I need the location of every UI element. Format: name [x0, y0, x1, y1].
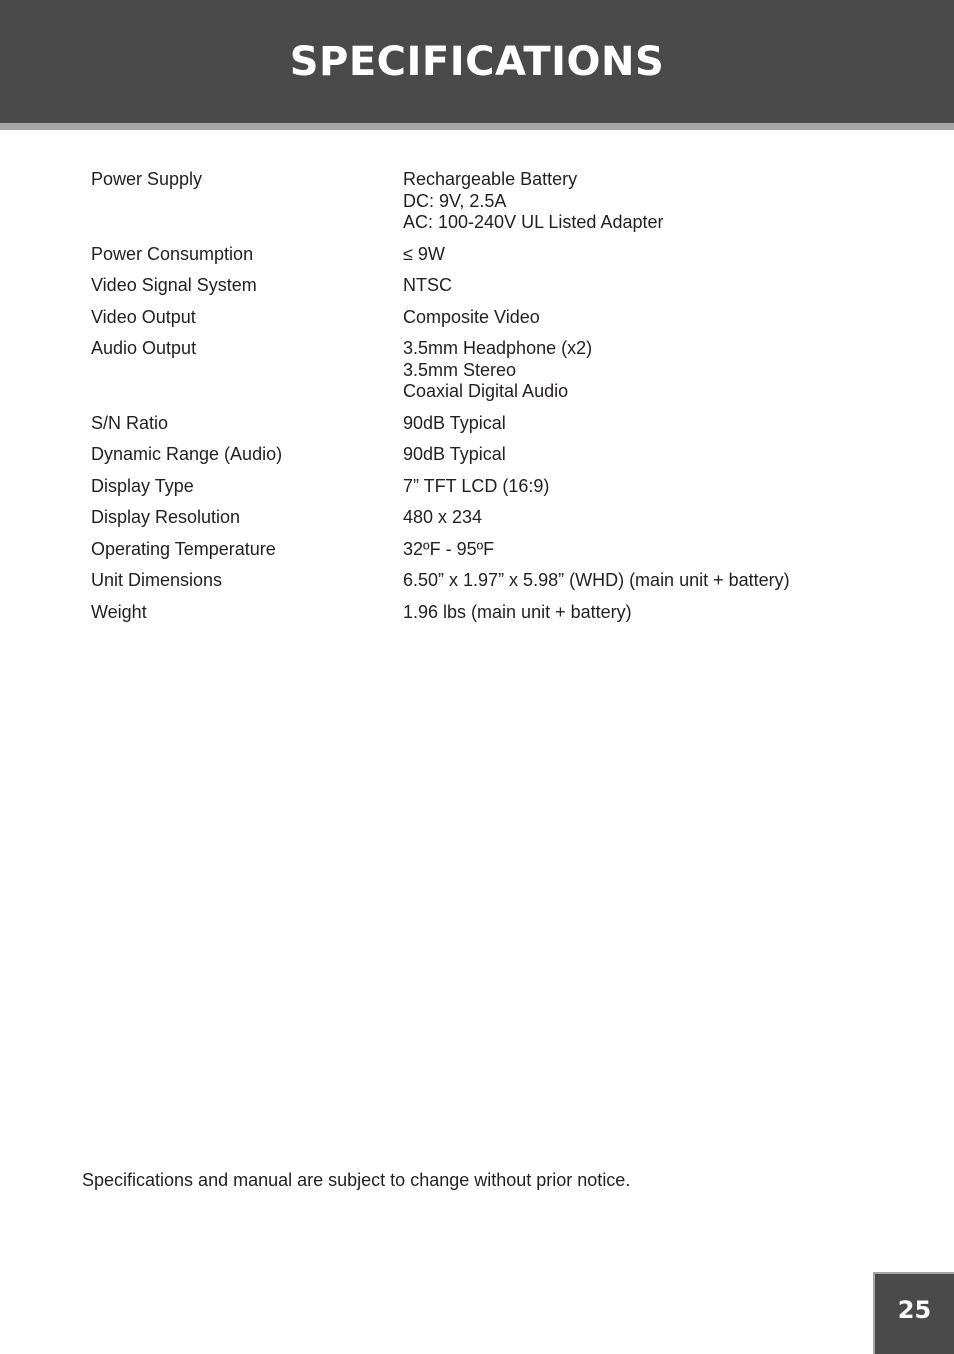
spec-value: NTSC — [403, 275, 452, 295]
spec-values — [403, 169, 891, 234]
spec-value: 1.96 lbs (main unit + battery) — [403, 601, 632, 622]
spec-label: Video Signal System — [91, 275, 257, 295]
spec-values — [403, 244, 891, 266]
spec-label: Display Type — [91, 475, 194, 496]
spec-value: 90dB Typical — [403, 412, 506, 433]
spec-row — [91, 570, 891, 592]
spec-value: 6.50” x 1.97” x 5.98” (WHD) (main unit + battery) — [403, 570, 790, 590]
header-divider — [0, 123, 954, 130]
spec-label: Dynamic Range (Audio) — [91, 444, 283, 464]
spec-values — [403, 307, 891, 329]
spec-value: 3.5mm Headphone (x2) — [403, 338, 593, 358]
spec-value: Composite Video — [403, 306, 540, 327]
spec-values — [403, 275, 891, 297]
spec-value: 480 x 234 — [403, 507, 483, 527]
spec-value: Coaxial Digital Audio — [403, 381, 569, 401]
spec-row — [91, 169, 891, 234]
spec-value: 7” TFT LCD (16:9) — [403, 475, 550, 496]
spec-value: 3.5mm Stereo — [403, 359, 517, 380]
spec-label: S/N Ratio — [91, 412, 169, 433]
spec-row — [91, 539, 891, 561]
spec-values — [403, 444, 891, 466]
spec-value: AC: 100-240V UL Listed Adapter — [403, 212, 664, 232]
spec-label: Operating Temperature — [91, 538, 276, 559]
spec-value: Rechargeable Battery — [403, 169, 578, 189]
spec-label: Display Resolution — [91, 507, 241, 527]
spec-values — [403, 602, 891, 624]
spec-row — [91, 338, 891, 403]
spec-row — [91, 507, 891, 529]
page-number-tab — [873, 1272, 954, 1354]
spec-values — [403, 539, 891, 561]
spec-values — [403, 570, 891, 592]
spec-label: Unit Dimensions — [91, 570, 223, 590]
spec-value: DC: 9V, 2.5A — [403, 190, 507, 211]
spec-value: 32ºF - 95ºF — [403, 538, 495, 559]
spec-values — [403, 476, 891, 498]
spec-value: ≤ 9W — [403, 243, 445, 264]
spec-label: Weight — [91, 601, 147, 622]
specifications-table — [91, 169, 891, 633]
spec-value: 90dB Typical — [403, 444, 506, 464]
spec-row — [91, 275, 891, 297]
spec-label: Video Output — [91, 306, 196, 327]
page-title: SPECIFICATIONS — [289, 39, 665, 85]
spec-label: Power Consumption — [91, 243, 254, 264]
spec-row — [91, 602, 891, 624]
spec-row — [91, 476, 891, 498]
spec-values — [403, 413, 891, 435]
spec-label: Audio Output — [91, 338, 197, 358]
spec-values — [403, 507, 891, 529]
page-number: 25 — [897, 1296, 932, 1324]
spec-row — [91, 307, 891, 329]
spec-row — [91, 244, 891, 266]
spec-row — [91, 413, 891, 435]
spec-row — [91, 444, 891, 466]
footer-note: Specifications and manual are subject to change without prior notice. — [82, 1170, 631, 1190]
spec-values — [403, 338, 891, 403]
page-header — [0, 0, 954, 123]
spec-label: Power Supply — [91, 169, 203, 189]
